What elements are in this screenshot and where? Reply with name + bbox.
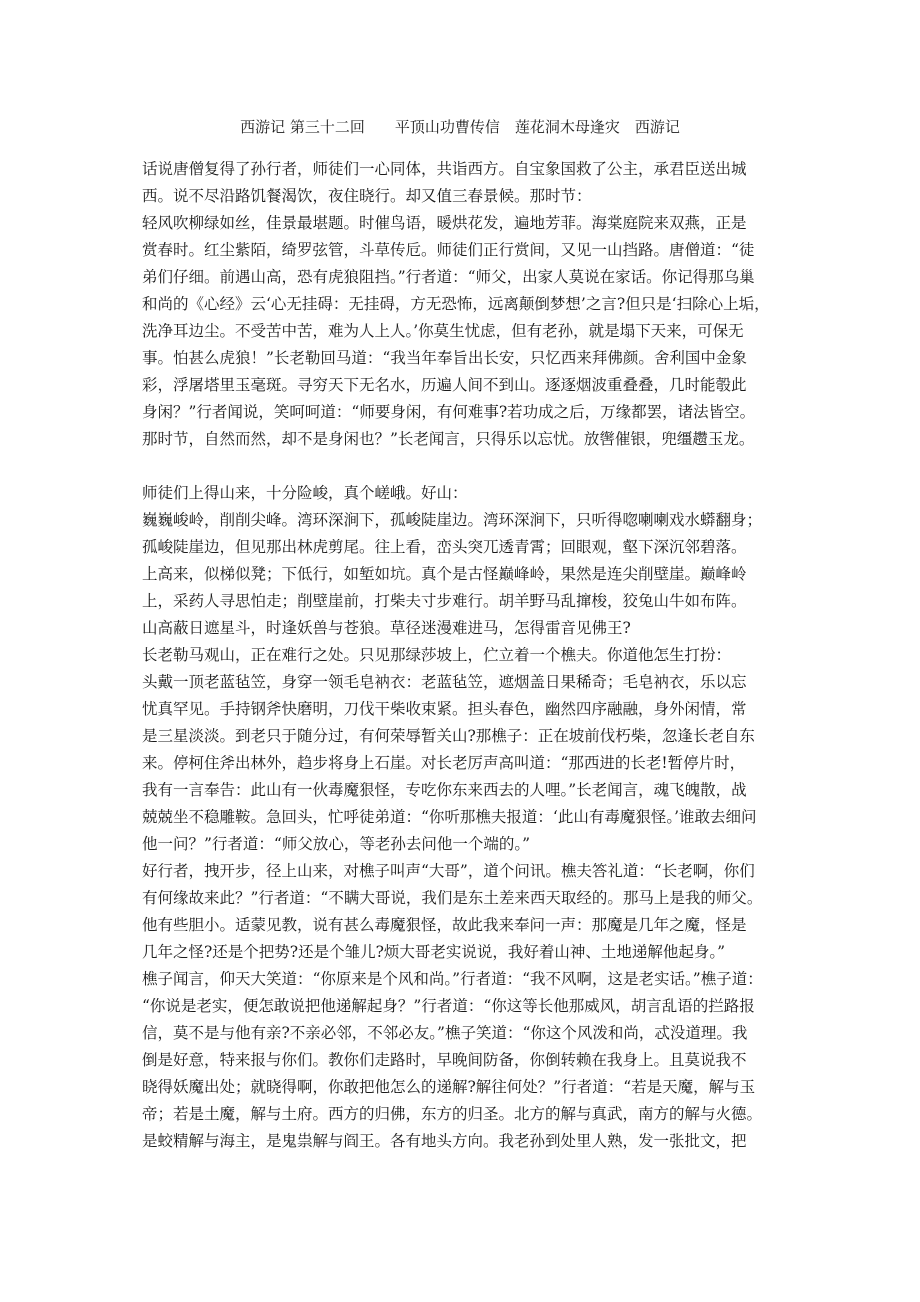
text-line: 倒是好意，特来报与你们。教你们走路时，早晚间防备，你倒转赖在我身上。且莫说我不 (142, 1051, 747, 1069)
text-line: 头戴一顶老蓝毡笠，身穿一领毛皂衲衣：老蓝毡笠，遮烟盖日果稀奇；毛皂衲衣，乐以忘 (142, 673, 747, 691)
body-text (142, 156, 792, 1155)
text-line: 我有一言奉告：此山有一伙毒魔狠怪，专吃你东来西去的人哩。”长老闻言，魂飞魄散，战 (142, 781, 747, 799)
text-line: 上，采药人寻思怕走；削壁崖前，打柴夫寸步难行。胡羊野马乱撺梭，狡兔山牛如布阵。 (142, 592, 747, 610)
text-line: 几年之怪?还是个把势?还是个雏儿?烦大哥老实说说，我好着山神、土地递解他起身。” (142, 943, 726, 961)
text-line: 彩，浮屠塔里玉毫斑。寻穷天下无名水，历遍人间不到山。逐逐烟波重叠叠，几时能彀此 (142, 376, 747, 394)
text-line: 他有些胆小。适蒙见教，说有甚么毒魔狠怪，故此我来奉问一声：那魔是几年之魔，怪是 (142, 916, 747, 934)
page-title: 西游记 第三十二回 平顶山功曹传信 莲花洞木母逢灾 西游记 (240, 118, 680, 136)
text-line: 和尚的《心经》云‘心无挂碍：无挂碍，方无恐怖，远离颠倒梦想’之言?但只是‘扫除心上垢， (142, 295, 770, 313)
text-line: 师徒们上得山来，十分险峻，真个嵯峨。好山： (142, 484, 468, 502)
text-line: 兢兢坐不稳雕鞍。急回头，忙呼徒弟道：“你听那樵夫报道：‘此山有毒魔狠怪。’谁敢去细问 (142, 808, 757, 826)
text-line: 事。怕甚么虎狼！”长老勒回马道：“我当年奉旨出长安，只忆西来拜佛颜。舍利国中金象 (142, 349, 747, 367)
text-line: 樵子闻言，仰天大笑道：“你原来是个风和尚。”行者道：“我不风啊，这是老实话。”樵子道： (142, 970, 763, 988)
text-line: 是蛟精解与海主，是鬼祟解与阎王。各有地头方向。我老孙到处里人熟，发一张批文，把 (142, 1132, 747, 1150)
text-line: 洗净耳边尘。不受苦中苦，难为人上人。’你莫生忧虑，但有老孙，就是塌下天来，可保无 (142, 322, 744, 340)
text-line: 他一问？”行者道：“师父放心，等老孙去问他一个端的。” (142, 835, 531, 853)
text-line: “你说是老实，便怎敢说把他递解起身？”行者道：“你这等长他那威风，胡言乱语的拦路报 (142, 997, 755, 1015)
text-line: 忧真罕见。手持钢斧快磨明，刀伐干柴收束紧。担头春色，幽然四序融融，身外闲情，常 (142, 700, 747, 718)
paragraph-gap (142, 453, 792, 480)
text-line: 话说唐僧复得了孙行者，师徒们一心同体，共诣西方。自宝象国救了公主，承君臣送出城 (142, 160, 747, 178)
text-line: 弟们仔细。前遇山高，恐有虎狼阻挡。”行者道：“师父，出家人莫说在家话。你记得那乌巢 (142, 268, 755, 286)
text-line: 帝；若是土魔，解与土府。西方的归佛，东方的归圣。北方的解与真武，南方的解与火德。 (142, 1105, 763, 1123)
text-line: 轻风吹柳绿如丝，佳景最堪题。时催鸟语，暖烘花发，遍地芳菲。海棠庭院来双燕，正是 (142, 214, 747, 232)
text-line: 孤峻陡崖边，但见那出林虎剪尾。往上看，峦头突兀透青霄；回眼观，壑下深沉邻碧落。 (142, 538, 747, 556)
text-line: 是三星淡淡。到老只于随分过，有何荣辱暂关山?那樵子：正在坡前伐朽柴，忽逢长老自东 (142, 727, 755, 745)
text-line: 晓得妖魔出处；就晓得啊，你敢把他怎么的递解?解往何处？”行者道：“若是天魔，解与玉 (142, 1078, 756, 1096)
text-line: 上高来，似梯似凳；下低行，如堑如坑。真个是古怪巅峰岭，果然是连尖削壁崖。巅峰岭 (142, 565, 747, 583)
text-line: 身闲？”行者闻说，笑呵呵道：“师要身闲，有何难事?若功成之后，万缘都罢，诸法皆空。 (142, 403, 756, 421)
text-line: 山高蔽日遮星斗，时逢妖兽与苍狼。草径迷漫难进马，怎得雷音见佛王? (142, 619, 631, 637)
text-line: 好行者，拽开步，径上山来，对樵子叫声“大哥”，道个问讯。樵夫答礼道：“长老啊，你们 (142, 862, 755, 880)
text-line: 西。说不尽沿路饥餐渴饮，夜住晓行。却又值三春景候。那时节： (142, 187, 592, 205)
text-line: 长老勒马观山，正在难行之处。只见那绿莎坡上，伫立着一个樵夫。你道他怎生打扮： (142, 646, 732, 664)
text-line: 来。停柯住斧出林外，趋步将身上石崖。对长老厉声高叫道：“那西进的长老!暂停片时， (142, 754, 746, 772)
text-line: 赏春时。红尘紫陌，绮罗弦管，斗草传卮。师徒们正行赏间，又见一山挡路。唐僧道：“徒 (142, 241, 755, 259)
text-line: 巍巍峻岭，削削尖峰。湾环深涧下，孤峻陡崖边。湾环深涧下，只听得唿喇喇戏水蟒翻身； (142, 511, 763, 529)
text-line: 有何缘故来此？”行者道：“不瞒大哥说，我们是东土差来西天取经的。那马上是我的师父。 (142, 889, 763, 907)
text-line: 信，莫不是与他有亲?不亲必邻，不邻必友。”樵子笑道：“你这个风泼和尚，忒没道理。我 (142, 1024, 748, 1042)
text-line: 那时节，自然而然，却不是身闲也？”长老闻言，只得乐以忘忧。放辔催银，兜缰趱玉龙。 (142, 430, 755, 448)
